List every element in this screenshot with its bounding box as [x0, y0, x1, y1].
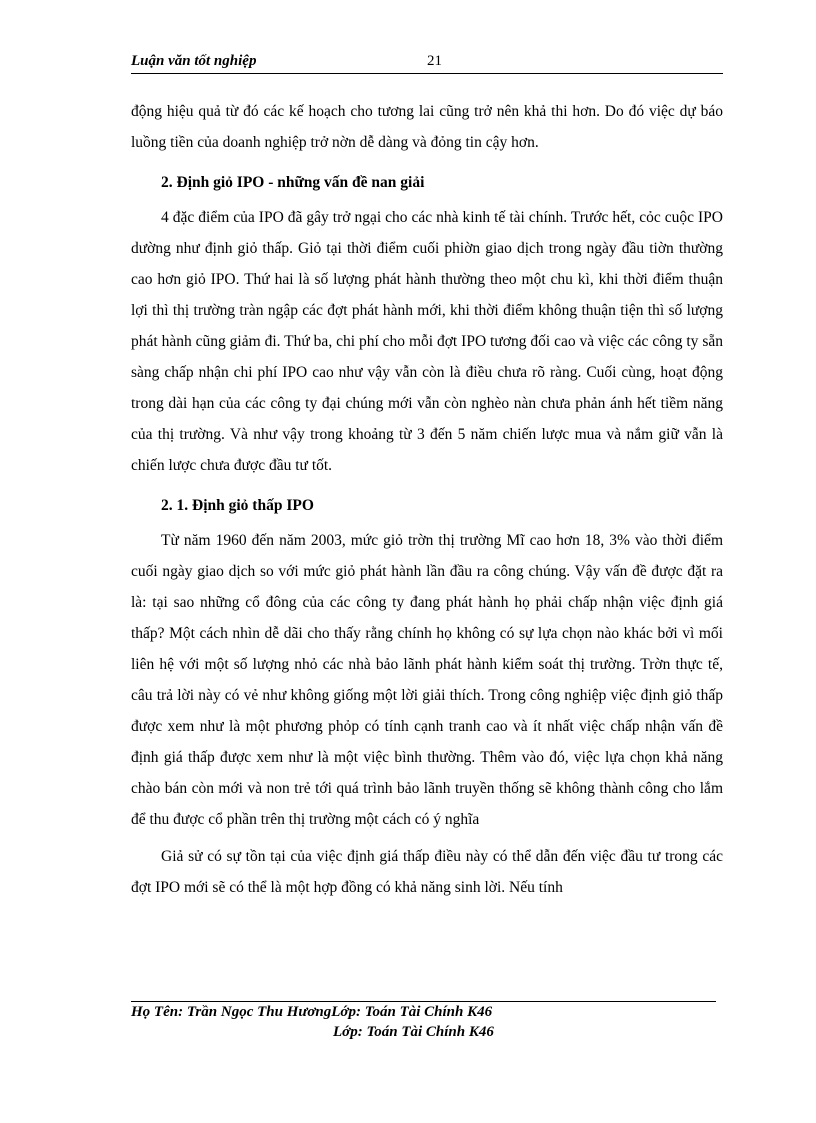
document-title: Luận văn tốt nghiệp	[131, 53, 257, 69]
footer-author: Họ Tên: Trần Ngọc Thu HươngLớp: Toán Tài Chính K46	[131, 1004, 493, 1020]
footer-divider	[131, 1001, 716, 1002]
page-body	[131, 96, 723, 903]
paragraph-ipo-characteristics: 4 đặc điểm của IPO đã gây trở ngại cho các nhà kinh tế tài chính. Trước hết, cỏc cuộc IPO dường như định giỏ thấp. Giỏ tại thời điểm cuối phiờn giao dịch trong ngày đầu tiờn thường cao hơn giỏ IPO. Thứ hai là số lượng phát hành thường theo một chu kì, khi thời điểm thuận lợi thì thị trường tràn ngập các đợt phát hành mới, khi thời điểm không thuận tiện thì số lượng phát hành cũng giảm đi. Thứ ba, chi phí cho mỗi đợt IPO tương đối cao và việc các công ty sẵn sàng chấp nhận chi phí IPO cao như vậy vẫn còn là điều chưa rõ ràng. Cuối cùng, hoạt động trong dài hạn của các công ty đại chúng mới vẫn còn nghèo nàn chưa phản ánh hết tiềm năng của thị trường. Và như vậy trong khoảng từ 3 đến 5 năm chiến lược mua và nắm giữ vẫn là chiến lược chưa được đầu tư tốt.	[131, 209, 723, 474]
paragraph-investment: Giả sử có sự tồn tại của việc định giá thấp điều này có thể dẫn đến việc đầu tư trong các đợt IPO mới sẽ có thể là một hợp đồng có khả năng sinh lời. Nếu tính	[131, 848, 723, 896]
section-heading-ipo-pricing: 2. Định giỏ IPO - những vấn đề nan giải	[161, 173, 425, 191]
paragraph-continued: động hiệu quả từ đó các kế hoạch cho tương lai cũng trở nên khả thi hơn. Do đó việc dự báo luồng tiền của doanh nghiệp trở nờn dễ dàng và đỏng tin cậy hơn.	[131, 103, 723, 151]
page-number: 21	[427, 53, 442, 69]
paragraph-underpricing: Từ năm 1960 đến năm 2003, mức giỏ trờn thị trường Mĩ cao hơn 18, 3% vào thời điểm cuối ngày giao dịch so với mức giỏ phát hành lần đầu ra công chúng. Vậy vấn đề được đặt ra là: tại sao những cổ đông của các công ty đang phát hành họ phải chấp nhận việc định giá thấp? Một cách nhìn dễ dãi cho thấy rằng chính họ không có sự lựa chọn nào khác bởi vì mối liên hệ với một số lượng nhỏ các nhà bảo lãnh phát hành kiểm soát thị trường. Trờn thực tế, câu trả lời này có vẻ như không giống một lời giải thích. Trong công nghiệp việc định giỏ thấp được xem như là một phương phỏp có tính cạnh tranh cao và ít nhất việc chấp nhận vấn đề định giá thấp được xem như là một việc bình thường. Thêm vào đó, việc lựa chọn khả năng chào bán còn mới và non trẻ tới quá trình bảo lãnh truyền thống sẽ không thành công cho lắm để thu được cổ phần trên thị trường một cách có ý nghĩa	[131, 532, 723, 828]
footer-class: Lớp: Toán Tài Chính K46	[333, 1024, 494, 1040]
subsection-heading-underpricing: 2. 1. Định giỏ thấp IPO	[161, 496, 314, 514]
page-header	[131, 52, 723, 74]
